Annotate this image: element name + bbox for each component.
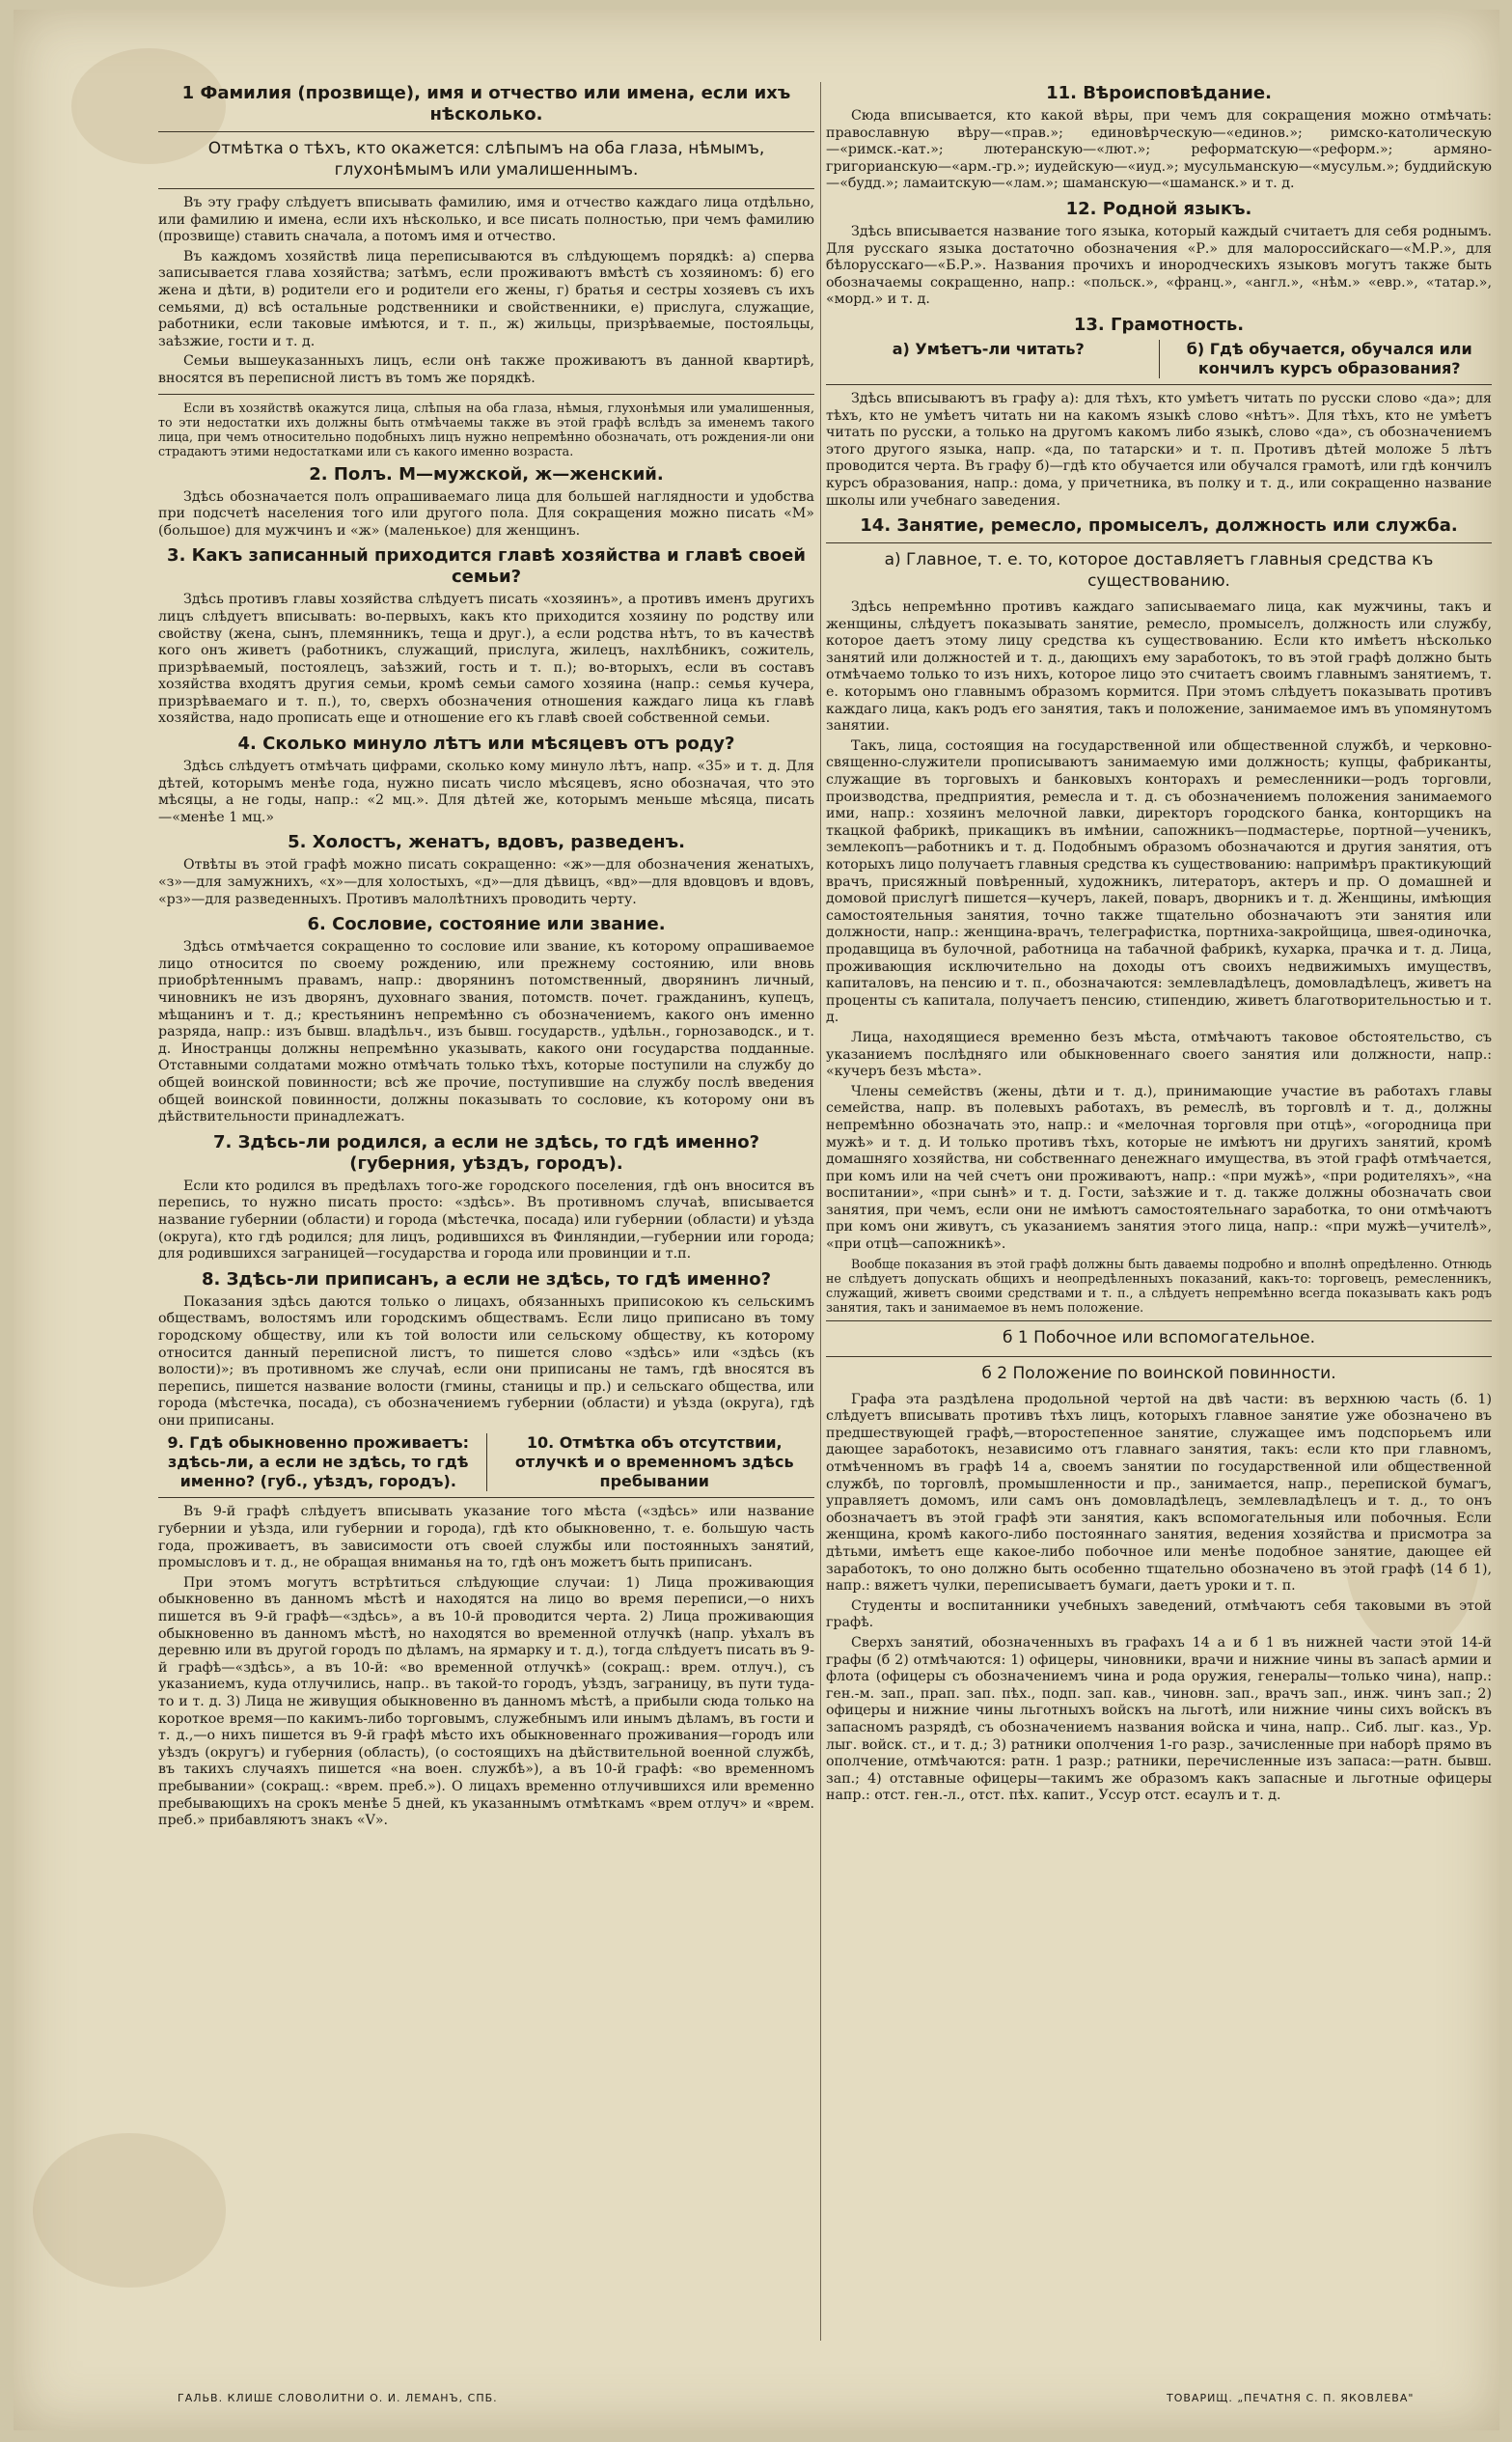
section-14-note: Вообще показания въ этой графѣ должны быть даваемы подробно и вполнѣ опредѣленно. Отнюдь не слѣдуетъ допускать общихъ и неопредѣленныхъ показаний, какъ-то: торговецъ, ремесленникъ, служащий, живетъ своими средствами и т. п., а слѣдуетъ непремѣнно всегда показывать какъ родъ занятия, такъ и занимаемое въ немъ положение.: [826, 1256, 1492, 1315]
section-9-paragraph: Въ 9-й графѣ слѣдуетъ вписывать указание того мѣста («здѣсь» или название губернии и уѣзда, или губернии и города), гдѣ кто обыкновенно, т. е. большую часть года, проживаетъ, въ зависимости отъ своей службы или постоянныхъ занятий, промысловъ и т. д., не обращая вниманья на то, гдѣ онъ можетъ быть приписанъ.: [158, 1504, 814, 1571]
section-13a-heading: а) Умѣетъ-ли читать?: [892, 339, 1085, 358]
section-5-heading: 5. Холостъ, женатъ, вдовъ, разведенъ.: [288, 832, 685, 853]
section-1-heading: 1 Фамилия (прозвище), имя и отчество или имена, если ихъ нѣсколько.: [181, 83, 791, 125]
section-3-paragraph: Здѣсь противъ главы хозяйства слѣдуетъ писать «хозяинъ», а противъ именъ другихъ лицъ слѣдуетъ вписывать: во-первыхъ, какъ кто приходится хозяину по родству или свойству (жена, сынъ, племянникъ, теща и друг.), а если родства нѣтъ, то въ качествѣ кого онъ живетъ (работникъ, служащий, прислуга, жилецъ, нахлѣбникъ, сожитель, призрѣваемый, постоялецъ, заѣзжий, гость и т. п.); во-вторыхъ, если въ составъ хозяйства входятъ другия семьи, кромѣ семьи самого хозяина (напр.: семья кучера, призрѣваемаго и т. п.), то, сверхъ обозначения отношения каждаго лица къ главѣ хозяйства, надо прописать еще и отношение его къ главѣ своей собственной семьи.: [158, 592, 814, 727]
left-column: [158, 77, 814, 1833]
section-14-paragraph: Здѣсь непремѣнно противъ каждаго записываемаго лица, как мужчины, такъ и женщины, слѣдуетъ показывать занятие, ремесло, промыселъ, должность или службу, которое даетъ этому лицу средства къ существованию. Если кто имѣетъ нѣсколько занятий или должностей и т. д., дающихъ ему заработокъ, то въ этой графѣ должно быть отмѣчаемо только то изъ нихъ, которое лицо это считаетъ своимъ главнымъ занятиемъ, т. е. которымъ оно главнымъ образомъ кормится. При этомъ слѣдуетъ показывать противъ каждаго лица, какъ родъ его занятия, такъ и положение, занимаемое имъ въ упомянутомъ занятии.: [826, 599, 1492, 735]
section-14b-paragraph: Сверхъ занятий, обозначенныхъ въ графахъ 14 а и б 1 въ нижней части этой 14-й графы (б 2) отмѣчаются: 1) офицеры, чиновники, врачи и нижние чины въ запасѣ армии и флота (офицеры съ обозначениемъ чина и рода оружия, генералы—только чина), напр.: ген.-м. зап., прап. зап. пѣх., подп. зап. кав., чиновн. зап., врачъ зап., инж. чинъ зап.; 2) офицеры и нижние чины льготныхъ войскъ на льготѣ, или нижние чины сихъ войскъ въ запасномъ разрядѣ, съ обозначениемъ названия войска и чина, напр.. Сиб. лыг. каз., Ур. лыг. войск. ст., и т. д.; 3) ратники ополчения 1-го разр., зачисленные при наборѣ прямо въ ополчение, отмѣчаются: ратн. 1 разр.; ратники, перечисленные изъ запаса:—ратн. бывш. зап.; 4) отставные офицеры—такимъ же образомъ какъ запасные и льготные офицеры напр.: отст. ген.-л., отст. пѣх. капит., Уссур отст. есаулъ и т. д.: [826, 1634, 1492, 1804]
section-1-paragraph: Семьи вышеуказанныхъ лицъ, если онѣ также проживаютъ въ данной квартирѣ, вносятся въ переписной листъ въ томъ же порядкѣ.: [158, 353, 814, 386]
section-14b2-subheading: б 2 Положение по воинской повинности.: [981, 1363, 1336, 1383]
section-14b1-subheading: б 1 Побочное или вспомогательное.: [1002, 1327, 1316, 1347]
section-14-paragraph: Лица, находящиеся временно безъ мѣста, отмѣчаютъ таковое обстоятельство, съ указаниемъ послѣдняго или обыкновеннаго своего занятия или должности, напр.: «кучеръ безъ мѣста».: [826, 1029, 1492, 1080]
column-divider: [820, 82, 821, 2341]
section-2-paragraph: Здѣсь обозначается полъ опрашиваемаго лица для большей наглядности и удобства при подсчетѣ населения того или другого пола. Для сокращения можно писать «М» (большое) для мужчинъ и «ж» (маленькое) для женщинъ.: [158, 488, 814, 539]
section-9-heading: 9. Гдѣ обыкновенно проживаетъ: здѣсь-ли, а если не здѣсь, то гдѣ именно? (губ., уѣздъ, городъ).: [167, 1433, 470, 1491]
section-8-paragraph: Показания здѣсь даются только о лицахъ, обязанныхъ приписокою къ сельскимъ обществамъ, волостямъ или городскимъ обществамъ. Если лицо приписано въ тому городскому обществу, или къ той волости или сельскому обществу, къ которому относится данный переписной листъ, то пишется слово «здѣсь» или «здѣсь (къ волости)»; въ противномъ же случаѣ, если они приписаны не тамъ, гдѣ вносятся въ перепись, пишется название волости (гмины, станицы и пр.) и сельскаго общества, или города (мѣстечка, посада), съ обозначениемъ губернии (области) и уѣзда (округа), гдѣ они приписаны.: [158, 1293, 814, 1429]
right-column: [826, 77, 1492, 1808]
section-10-heading: 10. Отмѣтка объ отсутствии, отлучкѣ и о временномъ здѣсь пребывании: [486, 1433, 815, 1491]
section-1-subheading: Отмѣтка о тѣхъ, кто окажется: слѣпымъ на оба глаза, нѣмымъ, глухонѣмымъ или умалишеннымъ.: [207, 139, 765, 180]
section-14b-paragraph: Студенты и воспитанники учебныхъ заведений, отмѣчаютъ себя таковыми въ этой графѣ.: [826, 1597, 1492, 1631]
section-1-note: Если въ хозяйствѣ окажутся лица, слѣпыя на оба глаза, нѣмыя, глухонѣмыя или умалишенныя, то эти недостатки ихъ должны быть отмѣчаемы также въ этой графѣ вслѣдъ за именемъ такого лица, при чемъ относительно подобныхъ лицъ нужно непремѣнно обозначать, отъ рождения-ли они страдаютъ этими недостатками или съ какого именно возраста.: [158, 400, 814, 458]
section-1-paragraph: Въ эту графу слѣдуетъ вписывать фамилию, имя и отчество каждаго лица отдѣльно, или фамилию и имена, если ихъ нѣсколько, и все писать полностью, при чемъ фамилию (прозвище) ставить сначала, а потомъ имя и отчество.: [158, 195, 814, 245]
section-13-heading: 13. Грамотность.: [1073, 314, 1245, 335]
section-5-paragraph: Отвѣты въ этой графѣ можно писать сокращенно: «ж»—для обозначения женатыхъ, «з»—для замужнихъ, «х»—для холостыхъ, «д»—для дѣвицъ, «вд»—для вдовцовъ и вдовъ, «рз»—для разведенныхъ. Противъ малолѣтнихъ проводить черту.: [158, 857, 814, 907]
section-8-heading: 8. Здѣсь-ли приписанъ, а если не здѣсь, то гдѣ именно?: [201, 1268, 772, 1290]
section-11-heading: 11. Вѣроисповѣдание.: [1046, 83, 1272, 103]
printer-credit-left: ГАЛЬВ. КЛИШЕ СЛОВОЛИТНИ О. И. ЛЕМАНЪ, СПБ.: [178, 2392, 498, 2404]
section-3-heading: 3. Какъ записанный приходится главѣ хозяйства и главѣ своей семьи?: [167, 545, 806, 588]
section-11-paragraph: Сюда вписывается, кто какой вѣры, при чемъ для сокращения можно отмѣчать: православную вѣру—«прав.»; единовѣрческую—«единов.»; римско-католическую—«римск.-кат.»; лютеранскую—«лют.»; реформатскую—«реформ.»; армяно-григорианскую—«арм.-гр.»; иудейскую—«иуд.»; мусульманскую—«мусульм.»; буддийскую—«будд.»; ламаитскую—«лам.»; шаманскую—«шаманск.» и т. д.: [826, 108, 1492, 192]
section-9-paragraph: При этомъ могутъ встрѣтиться слѣдующие случаи: 1) Лица проживающия обыкновенно въ данномъ мѣстѣ и находятся на лицо во время переписи,—о нихъ пишется въ 9-й графѣ—«здѣсь», а въ 10-й проводится черта. 2) Лица проживающия обыкновенно въ данномъ мѣстѣ, но находятся во временной отлучкѣ (напр. уѣхалъ въ деревню или въ другой городъ по дѣламъ, на ярмарку и т. д.), тогда слѣдуетъ писать въ 9-й графѣ—«здѣсь», а въ 10-й: «во временной отлучкѣ» (сокращ.: врем. отлуч.), съ указаниемъ, куда отлучились, напр.. въ такой-то городъ, уѣздъ, заграницу, въ пути туда-то и т. д. 3) Лица не живущия обыкновенно въ данномъ мѣстѣ, а прибыли сюда только на короткое время—по какимъ-либо торговымъ, служебнымъ или инымъ дѣламъ, въ гости и т. д.,—о нихъ пишется въ 9-й графѣ мѣсто ихъ обыкновеннаго проживания—городъ или уѣздъ (округъ) и губерния (область), (о состоящихъ на дѣйствительной военной службѣ, въ такихъ случаяхъ пишется «на воен. службѣ»), а въ 10-й графѣ: «во временномъ пребывании» (сокращ.: «врем. преб.»). О лицахъ временно отлучившихся или временно пребывающихъ на срокъ менѣе 5 дней, къ указаннымъ отмѣткамъ «врем отлуч» и «врем. преб.» прибавляютъ знакъ «V».: [158, 1574, 814, 1829]
section-14-paragraph: Такъ, лица, состоящия на государственной или общественной службѣ, и черковно-священно-служители прописываютъ занимаемую ими должность; купцы, фабриканты, служащие въ торговыхъ и банковыхъ конторахъ и ремесленники—родъ торговли, производства, предприятия, ремесла и т. д. съ обозначениемъ положения занимаемого ими, напр.: хозяинъ мелочной лавки, директоръ городского банка, конторщикъ на ткацкой фабрикѣ, прикащикъ въ имѣнии, сапожникъ—подмастерье, портной—ученикъ, землекопъ—работникъ и т. д. Подобнымъ образомъ обозначаются и другия занятия, отъ которыхъ лицо получаетъ главныя средства къ существованию: напримѣръ практикующий врачъ, присяжный повѣренный, художникъ, литераторъ, актеръ и пр. О домашней и домовой прислугѣ пишется—кучеръ, лакей, поваръ, дворникъ и т. д. Женщины, имѣющия самостоятельныя занятия, точно также тщательно обозначаютъ эти занятия или должности, напр.: женщина-врачъ, телеграфистка, портниха-закройщица, швея-одиночка, продавщица въ булочной, работница на табачной фабрикѣ, кухарка, прачка и т. д. Лица, проживающия исключительно на доходы отъ своихъ недвижимыхъ имуществъ, капиталовъ, на пенсию и т. п., обозначаются: землевладѣлецъ, домовладѣлецъ, живетъ на проценты съ капитала, получаетъ пенсию, стипендию, живетъ благотворительностью и т. д.: [826, 737, 1492, 1026]
section-6-heading: 6. Сословие, состояние или звание.: [307, 914, 666, 935]
section-14-heading: 14. Занятие, ремесло, промыселъ, должность или служба.: [860, 515, 1458, 537]
section-6-paragraph: Здѣсь отмѣчается сокращенно то сословие или звание, къ которому опрашиваемое лицо относится по своему рождению, или прежнему состоянию, или вновь приобрѣтеннымъ правамъ, напр.: дворянинъ потомственный, дворянинъ личный, чиновникъ не изъ дворянъ, духовнаго звания, потомств. почет. гражданинъ, купецъ, мѣщанинъ и т. д.; крестьянинъ непремѣнно съ обозначениемъ, какого онъ именно разряда, напр.: изъ бывш. владѣльч., изъ бывш. государств., удѣльн., горнозаводск., и т. д. Иностранцы должны непремѣнно указывать, какого они государства подданные. Отставными солдатами можно отмѣчать только тѣхъ, которые поступили на службу до общей воинской повинности; всѣ же прочие, поступившие на службу послѣ введения общей воинской повинности, должны показывать то сословие, къ которому они въ дѣйствительности принадлежатъ.: [158, 939, 814, 1125]
section-14-paragraph: Члены семействъ (жены, дѣти и т. д.), принимающие участие въ работахъ главы семейства, напр. въ полевыхъ работахъ, въ ремеслѣ, въ торговлѣ и т. д., должны непремѣнно обозначать это, напр.: и «мелочная торговля при отцѣ», «огородница при мужѣ» и т. д. И только противъ тѣхъ, которые не имѣютъ ни другихъ занятий, кромѣ домашняго хозяйства, ни собственнаго денежнаго имущества, въ этой графѣ отмѣчается, при комъ или на чей счетъ они проживаютъ, напр.: «при мужѣ», «при родителяхъ», «на воспитании», «при сынѣ» и т. д. Гости, заѣзжие и т. д. также должны обозначать свои занятия, при чемъ, если они не имѣютъ самостоятельнаго заработка, то они отмѣчаютъ при комъ они живутъ, съ указаниемъ занятия этого лица, напр.: «при мужѣ—учителѣ», «при отцѣ—сапожникѣ».: [826, 1083, 1492, 1253]
section-13-subheadings: [826, 340, 1492, 378]
section-13b-heading: б) Гдѣ обучается, обучался или кончилъ курсъ образования?: [1159, 340, 1493, 378]
section-12-paragraph: Здѣсь вписывается название того языка, который каждый считаетъ для себя роднымъ. Для русскаго языка достаточно обозначения «Р.» для малороссийскаго—«М.Р.», для бѣлорусскаго—«Б.Р.». Названия прочихъ и инородческихъ языковъ могутъ также быть обозначаемы сокращенно, напр.: «польск.», «франц.», «англ.», «нѣм.» «евр.», «татар.», «морд.» и т. д.: [826, 223, 1492, 308]
section-14b-paragraph: Графа эта раздѣлена продольной чертой на двѣ части: въ верхнюю часть (б. 1) слѣдуетъ вписывать противъ тѣхъ лицъ, которыхъ главное занятие уже обозначено въ предшествующей графѣ,—второстепенное занятие, служащее имъ подспорьемъ или дающее заработокъ, независимо отъ главнаго занятия, такъ: если кто при главномъ, отмѣченномъ въ графѣ 14 а, своемъ занятии по государственной или общественной службѣ, по торговлѣ, промышленности и пр., занимается, напр., перепиской бумагъ, управляетъ домомъ, или самъ онъ домовладѣлецъ, землевладѣлецъ и т. д., то онъ обозначаетъ въ этой графѣ эти занятия, какъ вспомогательныя или побочныя. Если женщина, кромѣ какого-либо постояннаго занятия, ведения хозяйства и присмотра за дѣтьми, имѣетъ еще какое-либо побочное или менѣе подобное занятие, дающее ей заработокъ, то оно должно быть особенно тщательно обозначено въ этой графѣ (14 б 1), напр.: вяжетъ чулки, переписываетъ бумаги, даетъ уроки и т. п.: [826, 1391, 1492, 1595]
section-14a-subheading: а) Главное, т. е. то, которое доставляетъ главныя средства къ существованию.: [884, 550, 1434, 592]
section-9-10-headings: [158, 1433, 814, 1491]
section-4-heading: 4. Сколько минуло лѣтъ или мѣсяцевъ отъ роду?: [237, 734, 735, 755]
section-2-heading: 2. Полъ. М—мужской, ж—женский.: [309, 463, 664, 485]
section-7-paragraph: Если кто родился въ предѣлахъ того-же городского поселения, гдѣ онъ вносится въ перепись, то нужно писать просто: «здѣсь». Въ противномъ случаѣ, вписывается название губернии (области) и города (мѣстечка, посада) или губернии (области) и уѣзда (округа), кто гдѣ родился; для лицъ, родившихся въ Финляндии,—губернии или города; для родившихся заграницей—государства и города или провинции и т.п.: [158, 1178, 814, 1263]
section-13-paragraph: Здѣсь вписываютъ въ графу а): для тѣхъ, кто умѣетъ читать по русски слово «да»; для тѣхъ, кто не умѣетъ читать ни на какомъ языкѣ слово «нѣтъ». Для тѣхъ, кто не умѣетъ читать по русски, а только на другомъ какомъ либо языкѣ, слово «да», съ обозначениемъ этого другого языка, напр. «да, по татарски» и т. п. Противъ дѣтей моложе 5 лѣтъ проводится черта. Въ графу б)—гдѣ кто обучается или обучался грамотѣ, или гдѣ кончилъ курсъ образования, напр.: дома, у причетника, въ полку и т. д., или сокращенно название школы или учебнаго заведения.: [826, 390, 1492, 509]
section-12-heading: 12. Родной языкъ.: [1065, 198, 1252, 219]
printer-credit-right: ТОВАРИЩ. „ПЕЧАТНЯ С. П. ЯКОВЛЕВА": [1167, 2392, 1415, 2404]
section-4-paragraph: Здѣсь слѣдуетъ отмѣчать цифрами, сколько кому минуло лѣтъ, напр. «35» и т. д. Для дѣтей, которымъ менѣе года, нужно писать число мѣсяцевъ, ясно обозначая, что это мѣсяцы, а не годы, напр.: «2 мц.». Для дѣтей же, которымъ меньше мѣсяца, писать—«менѣе 1 мц.»: [158, 759, 814, 825]
section-7-heading: 7. Здѣсь-ли родился, а если не здѣсь, то гдѣ именно? (губерния, уѣздъ, городъ).: [212, 1131, 760, 1174]
census-sheet: [14, 10, 1499, 2430]
section-1-paragraph: Въ каждомъ хозяйствѣ лица переписываются въ слѣдующемъ порядкѣ: а) сперва записывается глава хозяйства; затѣмъ, если проживаютъ вмѣстѣ съ хозяиномъ: б) его жена и дѣти, в) родители его и родители его жены, г) братья и сестры хозяевъ съ ихъ семьями, д) всѣ остальные родственники и свойственники, е) прислуга, служащие, работники, если таковые имѣются, и т. п., ж) жильцы, призрѣваемые, постояльцы, заѣзжие, гости и т. д.: [158, 248, 814, 349]
